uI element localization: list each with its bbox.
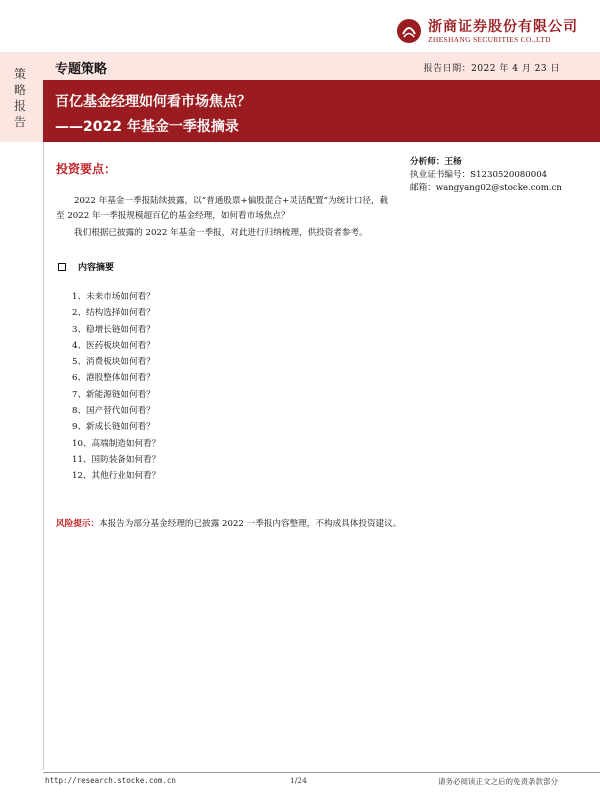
cert-number: S1230520080004 bbox=[470, 170, 548, 180]
list-item: 7、新能源链如何看？ bbox=[72, 389, 155, 400]
side-char: 报 bbox=[14, 99, 27, 113]
risk-text: 本报告为部分基金经理的已披露 2022 一季报内容整理，不构成具体投资建议。 bbox=[98, 519, 402, 529]
report-type-sidebar bbox=[0, 52, 43, 142]
company-logo-icon bbox=[396, 18, 422, 44]
list-item: 10、高端制造如何看？ bbox=[72, 438, 161, 449]
list-item: 11、国防装备如何看？ bbox=[72, 454, 161, 465]
company-name-en: ZHESHANG SECURITIES CO.,LTD bbox=[428, 34, 551, 44]
summary-heading-text: 内容摘要 bbox=[78, 263, 115, 273]
summary-heading bbox=[58, 260, 114, 273]
risk-label: 风险提示： bbox=[56, 519, 99, 529]
side-char: 略 bbox=[14, 83, 27, 97]
list-item: 3、稳增长链如何看？ bbox=[72, 324, 155, 335]
risk-notice bbox=[56, 516, 402, 532]
list-item: 5、消费板块如何看？ bbox=[72, 357, 155, 368]
analyst-email: wangyang02@stocke.com.cn bbox=[435, 183, 562, 193]
list-item: 9、新成长链如何看？ bbox=[72, 422, 155, 433]
cert-label: 执业证书编号： bbox=[410, 170, 471, 180]
subtitle-band bbox=[43, 52, 600, 80]
company-name-cn: 浙商证券股份有限公司 bbox=[428, 18, 578, 35]
list-item: 6、港股整体如何看？ bbox=[72, 373, 155, 384]
side-char: 策 bbox=[14, 67, 27, 81]
report-subtitle: ——2022 年基金一季报摘录 bbox=[55, 119, 239, 135]
page-number: 1/24 bbox=[290, 776, 307, 785]
email-label: 邮箱： bbox=[410, 183, 436, 193]
investment-paragraph: 2022 年基金一季报陆续披露，以“普通股票+偏股混合+灵活配置”为统计口径，截至 2022 年一季报规模超百亿的基金经理，如何看市场焦点？ bbox=[56, 196, 389, 221]
report-title: 百亿基金经理如何看市场焦点？ bbox=[55, 94, 251, 110]
disclaimer-note: 请务必阅读正文之后的免责条款部分 bbox=[438, 777, 558, 786]
investment-heading: 投资要点： bbox=[56, 162, 117, 176]
analyst-info bbox=[410, 156, 562, 195]
footer-divider bbox=[43, 772, 600, 773]
footer-url-link[interactable]: http://research.stocke.com.cn bbox=[45, 776, 176, 785]
list-item: 12、其他行业如何看？ bbox=[72, 471, 161, 482]
left-divider bbox=[43, 142, 44, 770]
summary-list bbox=[72, 289, 160, 485]
report-date: 报告日期：2022 年 4 月 23 日 bbox=[423, 64, 560, 74]
list-item: 4、医药板块如何看？ bbox=[72, 340, 155, 351]
checkbox-bullet-icon bbox=[58, 263, 66, 271]
list-item: 2、结构选择如何看？ bbox=[72, 308, 155, 319]
report-category: 专题策略 bbox=[55, 62, 108, 77]
company-logo bbox=[396, 18, 578, 44]
investment-paragraph: 我们根据已披露的 2022 年基金一季报，对此进行归纳梳理，供投资者参考。 bbox=[74, 228, 368, 238]
title-band bbox=[43, 80, 600, 142]
side-char: 告 bbox=[14, 115, 27, 129]
list-item: 1、未来市场如何看？ bbox=[72, 292, 155, 302]
analyst-name: 分析师：王杨 bbox=[410, 157, 462, 167]
list-item: 8、国产替代如何看？ bbox=[72, 406, 155, 417]
